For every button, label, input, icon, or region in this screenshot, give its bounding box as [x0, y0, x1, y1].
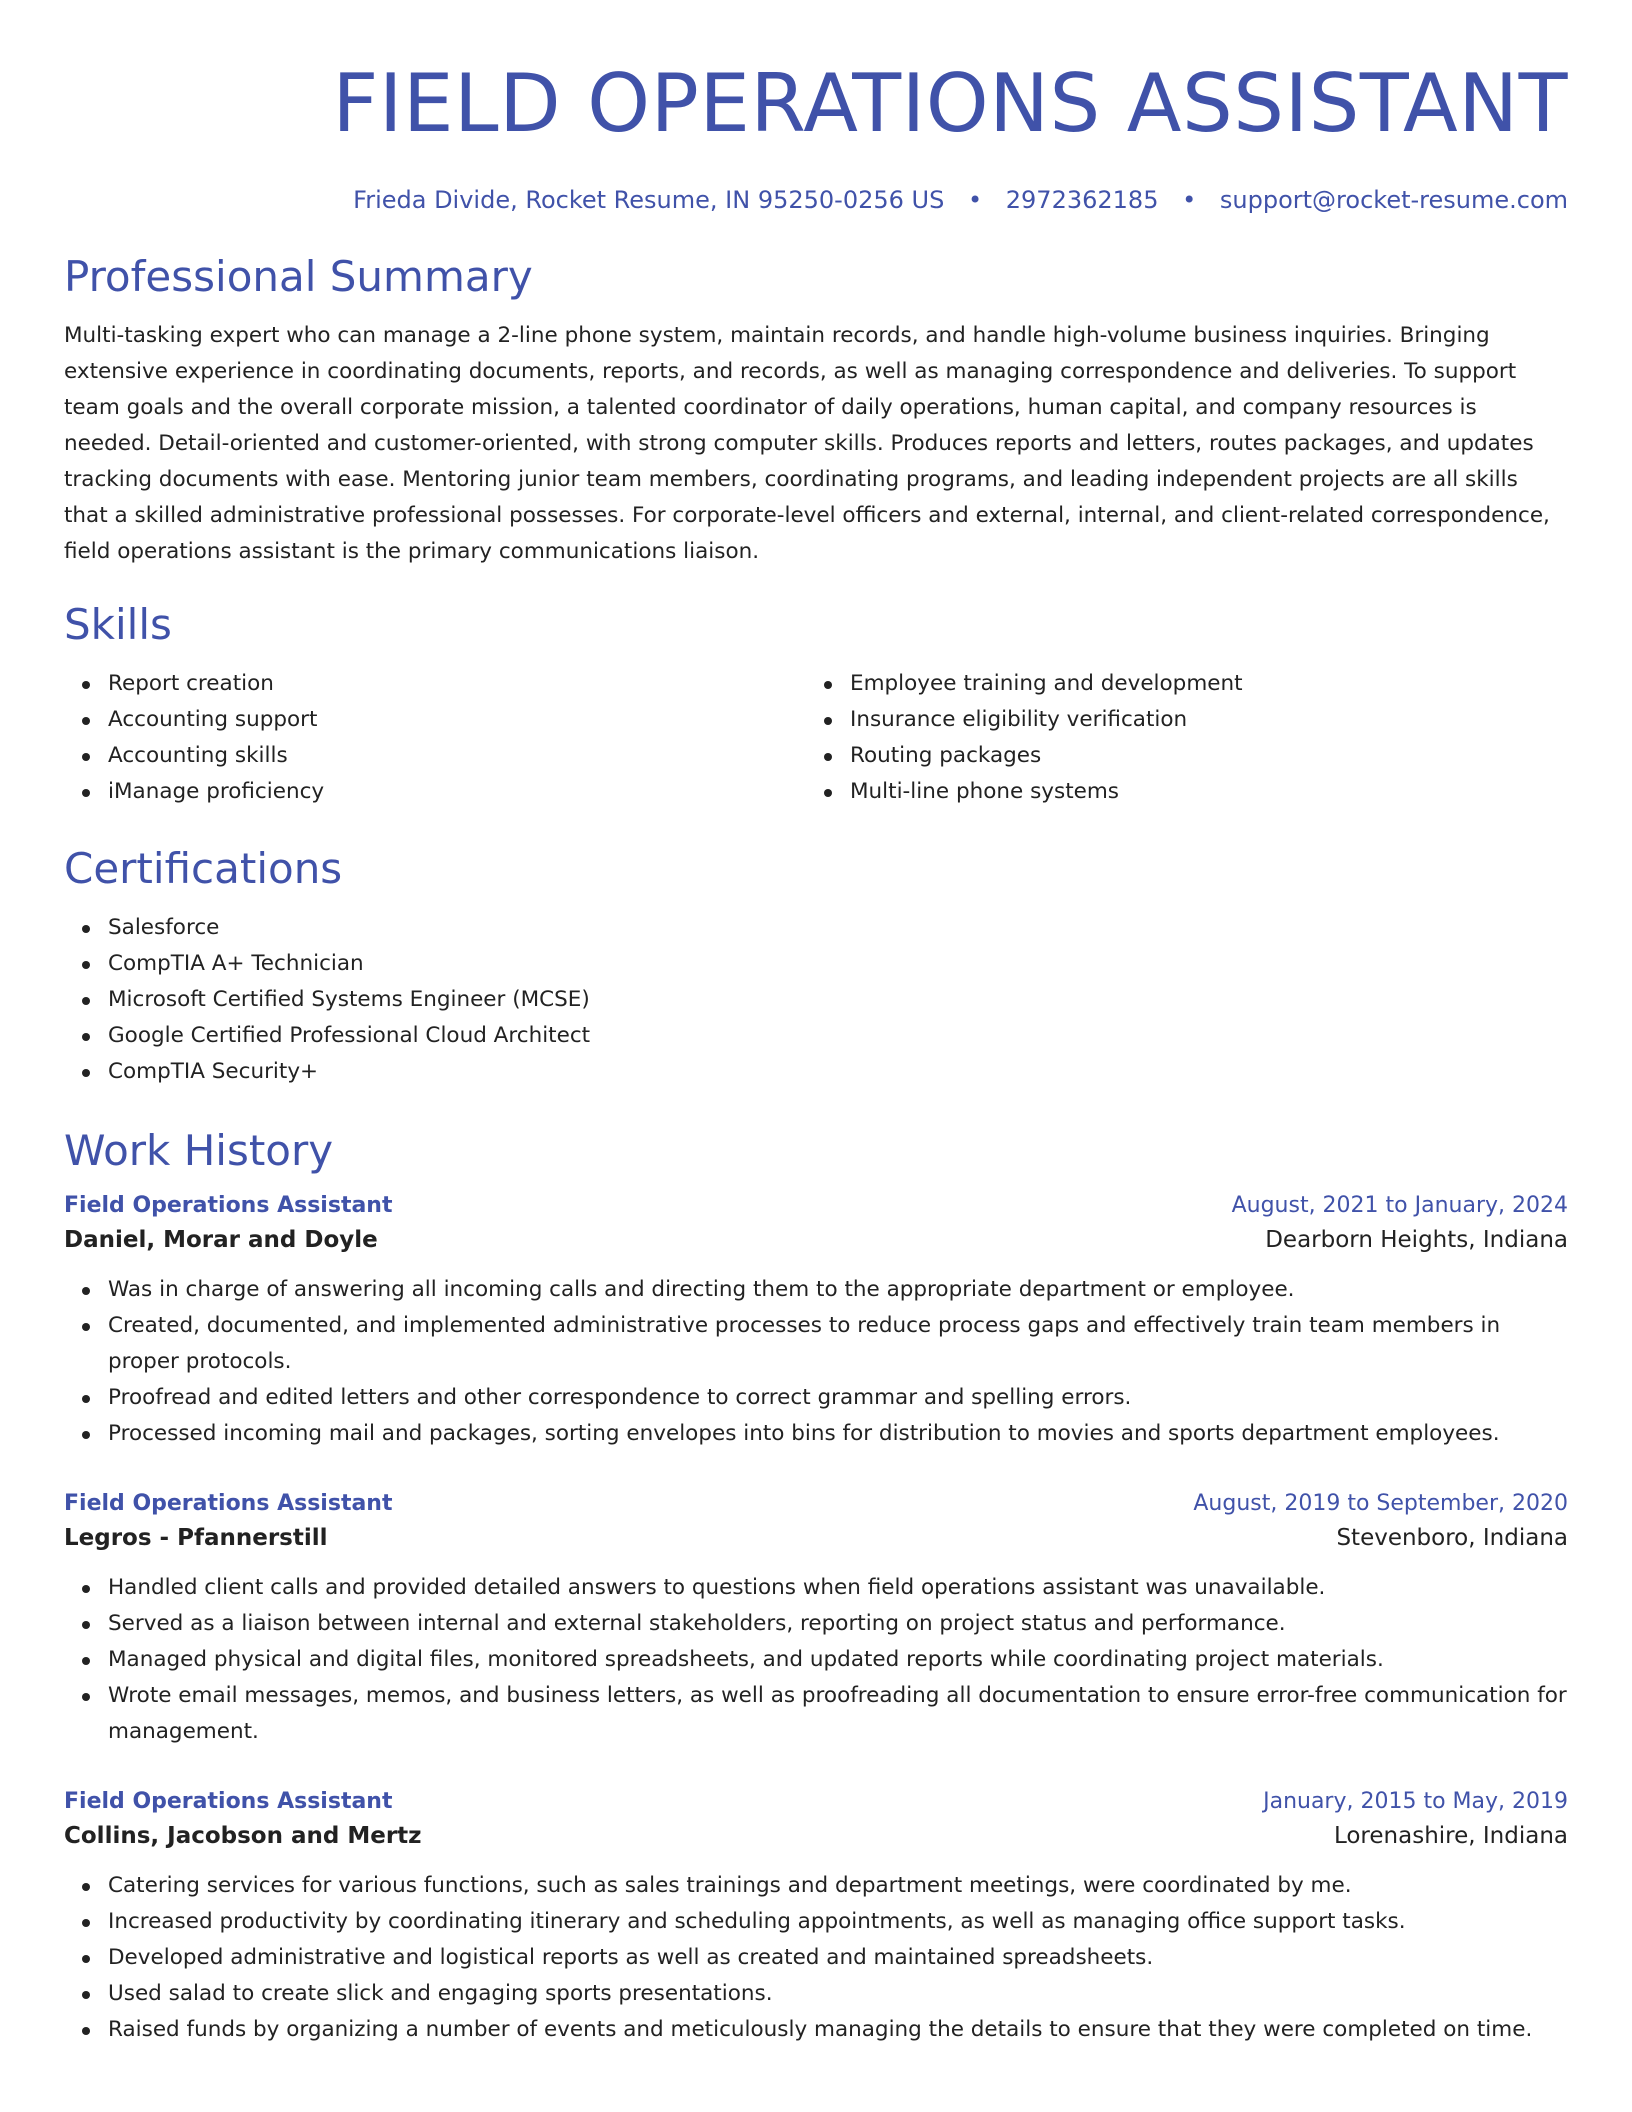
resume-header [64, 0, 1568, 216]
job-entry [64, 1488, 1568, 1750]
job-bullet-list [64, 1570, 1568, 1750]
skill-item: Multi-line phone systems [806, 774, 1548, 810]
job-company: Legros - Pfannerstill [64, 1525, 328, 1551]
job-bullet: Managed physical and digital files, monitored spreadsheets, and updated reports while coordinating project materials. [64, 1642, 1568, 1678]
job-bullet: Handled client calls and provided detailed answers to questions when field operations assistant was unavailable. [64, 1570, 1568, 1606]
skills-heading: Skills [64, 600, 172, 649]
job-bullet: Was in charge of answering all incoming calls and directing them to the appropriate department or employee. [64, 1272, 1568, 1308]
job-dates: August, 2019 to September, 2020 [1193, 1491, 1568, 1516]
certification-item: CompTIA Security+ [64, 1054, 1568, 1090]
job-location: Stevenboro, Indiana [1336, 1525, 1568, 1551]
job-title: Field Operations Assistant [64, 1491, 393, 1516]
job-bullet: Increased productivity by coordinating itinerary and scheduling appointments, as well as managing office support tasks. [64, 1904, 1568, 1940]
job-bullet: Developed administrative and logistical reports as well as created and maintained spreadsheets. [64, 1940, 1568, 1976]
skill-item: Employee training and development [806, 666, 1548, 702]
contact-separator: • [967, 186, 983, 214]
job-bullet: Created, documented, and implemented administrative processes to reduce process gaps and effectively train team members in proper protocols. [64, 1308, 1568, 1380]
work-history-heading: Work History [64, 1126, 334, 1175]
skills-list-left [64, 666, 806, 810]
job-entry [64, 1190, 1568, 1452]
job-dates: August, 2021 to January, 2024 [1231, 1193, 1568, 1218]
job-dates: January, 2015 to May, 2019 [1263, 1789, 1568, 1814]
certification-item: Salesforce [64, 910, 1568, 946]
contact-address: Frieda Divide, Rocket Resume, IN 95250-0256 US [353, 186, 945, 214]
summary-heading: Professional Summary [64, 252, 533, 301]
job-header-row [64, 1190, 1568, 1222]
job-title: Field Operations Assistant [64, 1789, 393, 1814]
summary-text: Multi-tasking expert who can manage a 2-line phone system, maintain records, and handle high-volume business inquiries. Bringing extensive experience in coordinating documents, reports, and records, as well as managing correspondence and deliveries. To support team goals and the overall corporate mission, a talented coordinator of daily operations, human capital, and company resources is needed. Detail-oriented and customer-oriented, with strong computer skills. Produces reports and letters, routes packages, and updates tracking documents with ease. Mentoring junior team members, coordinating programs, and leading independent projects are all skills that a skilled administrative professional possesses. For corporate-level officers and external, internal, and client-related correspondence, field operations assistant is the primary communications liaison. [64, 323, 1550, 564]
skill-item: Insurance eligibility verification [806, 702, 1548, 738]
job-bullet: Catering services for various functions, such as sales trainings and department meetings, were coordinated by me. [64, 1868, 1568, 1904]
certification-item: Microsoft Certified Systems Engineer (MCSE) [64, 982, 1568, 1018]
skills-list-right [806, 666, 1548, 810]
skill-item: iManage proficiency [64, 774, 806, 810]
job-company-row [64, 1520, 1568, 1556]
certification-item: CompTIA A+ Technician [64, 946, 1568, 982]
job-company: Collins, Jacobson and Mertz [64, 1823, 422, 1849]
job-bullet: Processed incoming mail and packages, sorting envelopes into bins for distribution to movies and sports department employees. [64, 1416, 1568, 1452]
job-header-row [64, 1488, 1568, 1520]
skill-item: Routing packages [806, 738, 1548, 774]
job-header-row [64, 1786, 1568, 1818]
skill-item: Accounting skills [64, 738, 806, 774]
contact-separator: • [1182, 186, 1197, 214]
contact-phone: 2972362185 [1005, 186, 1159, 214]
job-bullet-list [64, 1868, 1568, 2048]
job-company: Daniel, Morar and Doyle [64, 1227, 378, 1253]
certifications-heading: Certifications [64, 844, 343, 893]
job-bullet: Proofread and edited letters and other correspondence to correct grammar and spelling errors. [64, 1380, 1568, 1416]
job-bullet: Used salad to create slick and engaging sports presentations. [64, 1976, 1568, 2012]
skills-grid [64, 666, 1568, 810]
job-location: Dearborn Heights, Indiana [1265, 1227, 1568, 1253]
skill-item: Report creation [64, 666, 806, 702]
certification-item: Google Certified Professional Cloud Architect [64, 1018, 1568, 1054]
job-bullet: Raised funds by organizing a number of events and meticulously managing the details to ensure that they were completed on time. [64, 2012, 1568, 2048]
job-entry [64, 1786, 1568, 2048]
contact-line [64, 184, 1568, 216]
contact-email[interactable]: support@rocket-resume.com [1219, 186, 1568, 214]
job-bullet: Wrote email messages, memos, and business letters, as well as proofreading all documentation to ensure error-free communication for management. [64, 1678, 1568, 1750]
job-location: Lorenashire, Indiana [1333, 1823, 1568, 1849]
job-bullet-list [64, 1272, 1568, 1452]
job-company-row [64, 1222, 1568, 1258]
job-bullet: Served as a liaison between internal and external stakeholders, reporting on project status and performance. [64, 1606, 1568, 1642]
job-company-row [64, 1818, 1568, 1854]
candidate-title: FIELD OPERATIONS ASSISTANT [332, 57, 1568, 150]
job-title: Field Operations Assistant [64, 1193, 393, 1218]
certifications-list [64, 910, 1568, 1090]
skill-item: Accounting support [64, 702, 806, 738]
